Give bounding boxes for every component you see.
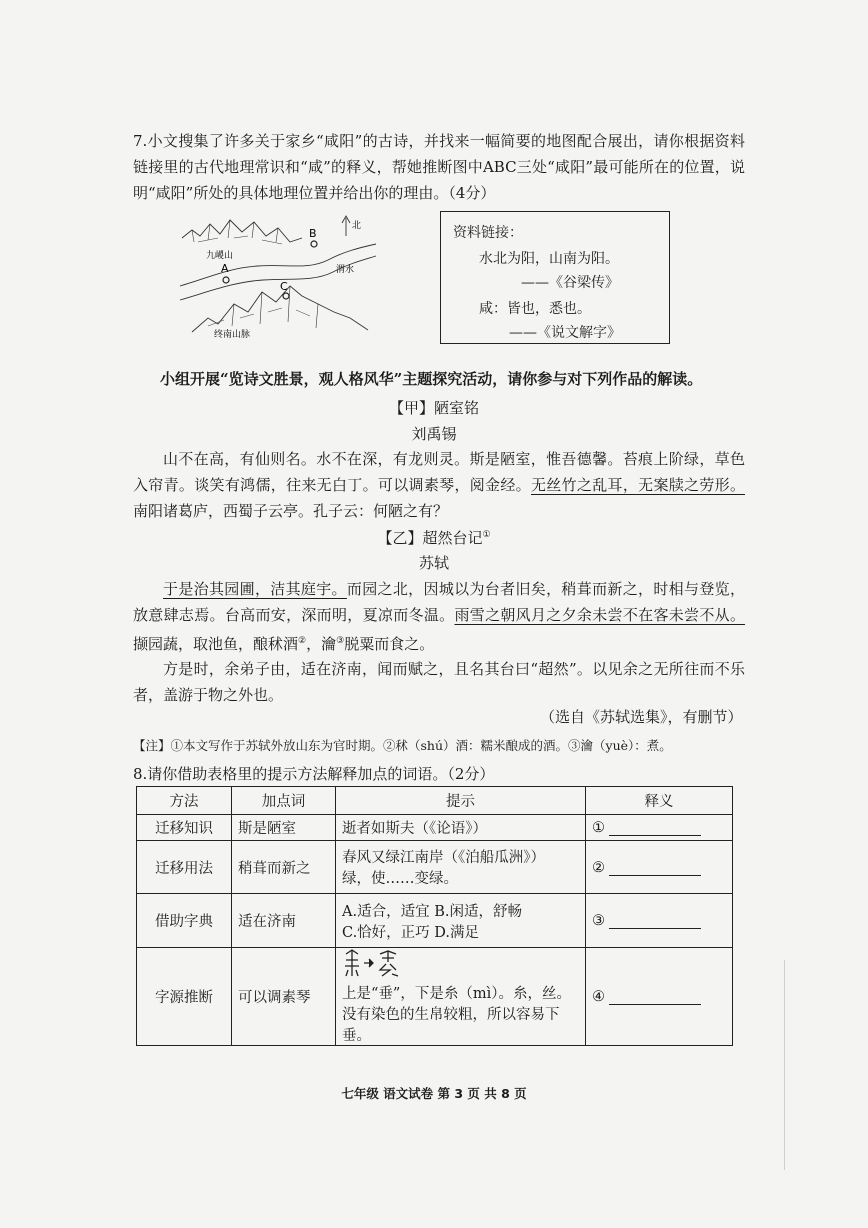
row-1-method: 迁移知识	[137, 815, 232, 841]
resource-line-2: 咸：皆也，悉也。	[479, 301, 591, 317]
row-3-hint	[336, 894, 586, 948]
page-footer: 七年级 语文试卷 第 3 页 共 8 页	[341, 1086, 527, 1101]
row-3-hint-line-1: A.适合，适宜 B.闲适，舒畅	[342, 903, 522, 920]
yi-title-note: ①	[482, 530, 491, 540]
point-c-marker	[283, 293, 289, 299]
answer-4-number: ④	[592, 989, 605, 1005]
ancient-script-glyph-icon	[342, 948, 412, 978]
annotation-note: 【注】①本文写作于苏轼外放山东为官时期。②秫（shú）酒：糯米酿成的酒。③瀹（yuè）：煮。	[133, 738, 672, 753]
jia-author: 刘禹锡	[411, 425, 457, 443]
header-meaning: 释义	[586, 787, 733, 815]
yi-source: （选自《苏轼选集》，有删节）	[540, 708, 743, 726]
header-method: 方法	[137, 787, 232, 815]
yi-text-part-a: 而园之北，因城以为台者旧矣，稍葺而新之，时相与登览，放意肆志焉。台高而安，深而明，夏凉而冬温。	[133, 580, 745, 624]
row-2-hint	[336, 841, 586, 894]
header-hint: 提示	[336, 787, 586, 815]
row-2-answer	[586, 841, 733, 894]
row-4-word: 可以调素琴	[232, 948, 336, 1046]
row-4-hint-line-2: 没有染色的生帛较粗，所以容易下垂。	[342, 1007, 560, 1044]
table-row	[137, 948, 733, 1046]
resource-box	[440, 211, 670, 344]
yi-author: 苏轼	[418, 554, 449, 572]
jia-text	[133, 446, 745, 524]
north-label: 北	[352, 221, 362, 231]
map-figure	[178, 208, 378, 340]
answer-1-number: ①	[592, 820, 605, 836]
row-1-word: 斯是陋室	[232, 815, 336, 841]
point-a-label: A	[221, 262, 229, 275]
yi-paragraph-2: 方是时，余弟子由，适在济南，闻而赋之，且名其台曰“超然”。以见余之无所往而不乐者，盖游于物之外也。	[133, 660, 745, 704]
yi-underlined-sentence-1: 于是治其园圃，洁其庭宇。	[163, 580, 347, 598]
row-2-hint-line-1: 春风又绿江南岸（《泊船瓜洲》）	[342, 850, 545, 866]
row-1-hint: 逝者如斯夫（《论语》）	[336, 815, 586, 841]
yi-note-2-marker: ②	[298, 636, 307, 646]
yi-paragraph-1	[133, 576, 745, 657]
header-word: 加点词	[232, 787, 336, 815]
yi-underlined-sentence-2: 雨雪之朝风月之夕余未尝不在客未尝不从。	[454, 606, 745, 624]
jia-title: 【甲】陋室铭	[388, 399, 479, 417]
point-b-marker	[311, 241, 317, 247]
scan-edge-line	[784, 960, 785, 1170]
row-3-answer	[586, 894, 733, 948]
answer-2-number: ②	[592, 859, 605, 876]
answer-4-blank[interactable]	[609, 988, 701, 1005]
zhongnan-label: 终南山脉	[214, 330, 251, 340]
row-4-hint-line-1: 上是“垂”，下是糸（mì）。糸，丝。	[342, 986, 571, 1002]
yi-text-part-b: 撷园蔬，取池鱼，酿秫酒	[133, 635, 299, 653]
row-3-method: 借助字典	[137, 894, 232, 948]
yi-text-part-c: ，瀹	[306, 635, 337, 653]
resource-source-1: ——《谷梁传》	[521, 275, 619, 291]
point-a-marker	[223, 277, 229, 283]
yi-note-3-marker: ③	[336, 636, 345, 646]
answer-3-number: ③	[592, 913, 605, 929]
row-4-answer	[586, 948, 733, 1046]
weishui-label: 渭水	[336, 265, 355, 275]
table-header-row	[137, 787, 733, 815]
row-2-word: 稍葺而新之	[232, 841, 336, 894]
question-8-table	[136, 786, 733, 1046]
resource-title: 资料链接：	[453, 225, 523, 241]
jia-text-part-a: 山不在高，有仙则名。水不在深，有龙则灵。斯是陋室，惟吾德馨。苔痕上阶绿，草色入帘青。谈笑有鸿儒，往来无白丁。可以调素琴，阅金经。	[133, 450, 745, 494]
jiuzong-mountain-label: 九嵕山	[206, 251, 234, 261]
question-8: 8.请你借助表格里的提示方法解释加点的词语。（2分）	[133, 765, 495, 783]
question-7: 7.小文搜集了许多关于家乡“咸阳”的古诗，并找来一幅简要的地图配合展出，请你根据资料链接里的古代地理常识和“咸”的释义，帮她推断图中ABC三处“咸阳”最可能所在的位置，说明“咸阳”所处的具体地理位置并给出你的理由。（4分）	[133, 132, 745, 202]
row-2-hint-line-2: 绿，使……变绿。	[342, 871, 458, 887]
row-4-hint	[336, 948, 586, 1046]
jia-text-part-b: 南阳诸葛庐，西蜀子云亭。孔子云：何陋之有？	[133, 502, 449, 520]
jia-underlined-sentence: 无丝竹之乱耳，无案牍之劳形。	[530, 476, 745, 494]
activity-intro: 小组开展“览诗文胜景，观人格风华”主题探究活动，请你参与对下列作品的解读。	[160, 370, 703, 388]
answer-1-blank[interactable]	[609, 819, 701, 836]
yi-title-text: 【乙】超然台记	[377, 529, 483, 547]
row-2-method: 迁移用法	[137, 841, 232, 894]
yi-title	[0, 527, 868, 548]
row-4-method: 字源推断	[137, 948, 232, 1046]
table-row	[137, 815, 733, 841]
point-c-label: C	[280, 280, 288, 293]
answer-3-blank[interactable]	[609, 912, 701, 929]
resource-source-2: ——《说文解字》	[509, 325, 621, 341]
row-3-word: 适在济南	[232, 894, 336, 948]
row-1-answer	[586, 815, 733, 841]
table-row	[137, 841, 733, 894]
answer-2-blank[interactable]	[609, 859, 701, 876]
resource-line-1: 水北为阳，山南为阳。	[479, 251, 619, 267]
table-row	[137, 894, 733, 948]
row-3-hint-line-2: C.恰好，正巧 D.满足	[342, 924, 480, 941]
point-b-label: B	[309, 227, 317, 240]
yi-text-part-d: 脱粟而食之。	[344, 635, 435, 653]
